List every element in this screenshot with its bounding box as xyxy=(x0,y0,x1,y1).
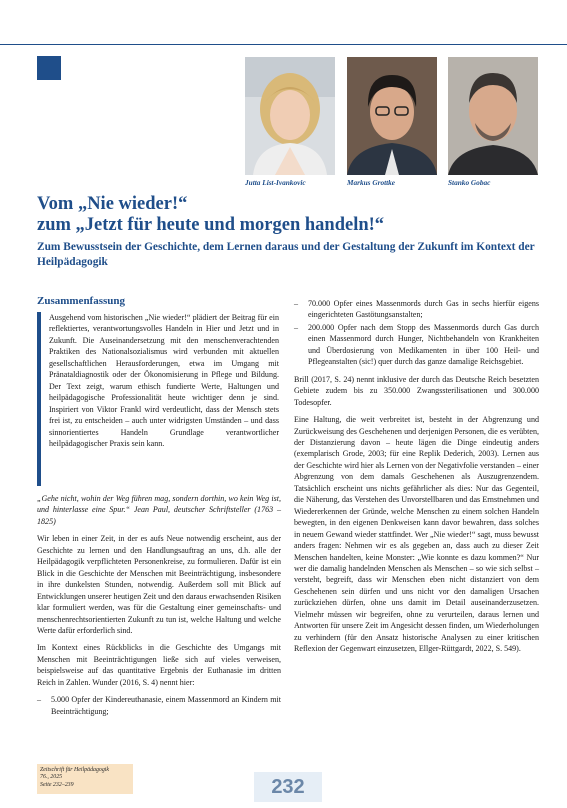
author-photo-gobac xyxy=(448,57,538,175)
author-caption: Markus Grottke xyxy=(347,178,396,187)
author-caption: Jutta List-Ivankovic xyxy=(245,178,306,187)
summary-text: Ausgehend vom historischen „Nie wieder!“ plädiert der Beitrag für ein reflektiertes, verantwortungsvolles Handeln in Hier und Jetzt und in Zukunft. Die Auseinandersetzung mit den menschenverachtenden Praktiken des Nationalsozialismus wird verbunden mit aktuellen gesellschaftlichen Herausforderungen, etwa im Umgang mit Pränataldiagnostik oder der Ökonomisierung in Pflege und Bildung. Der Text zeigt, warum ethisch fundierte Werte, Haltungen und heilpädagogische Professionalität heute wichtiger denn je sind. Inspiriert von Viktor Frankl wird verdeutlicht, dass der Mensch stets frei ist, zu entscheiden – auch unter widrigsten Umständen – und dass sinnorientiertes Handeln Grundlage verantwortlicher heilpädagogischer Praxis sein kann. xyxy=(49,313,279,448)
list-item: – 5.000 Opfer der Kindereuthanasie, einem Massenmord an Kindern mit Beeinträchtigung; xyxy=(37,694,281,717)
summary-heading: Zusammenfassung xyxy=(37,295,126,307)
page-number: 232 xyxy=(271,776,305,798)
title-line: zum „Jetzt für heute und morgen handeln!“ xyxy=(37,215,385,235)
header-rule xyxy=(0,44,567,45)
author-caption: Stanko Gobac xyxy=(448,178,491,187)
page-number-box xyxy=(254,772,322,802)
journal-volume: 76., 2025 xyxy=(40,774,63,781)
body-paragraph: Wir leben in einer Zeit, in der es aufs Neue notwendig erscheint, aus der Geschichte zu lernen und den Handlungsauftrag an uns, d.h. alle der Heilpädagogik verpflichteten Personenkreise, zu formulieren. Dafür ist ein Blick in die Geschichte der Menschen mit Beeinträchtigung, insbesondere in ihre dunkelsten Stunden, notwendig. Außerdem soll mit Blick auf Entwicklungen unserer heutigen Zeit und den daraus erwachsenden Risiken klar formuliert werden, was für die Gestaltung einer gemeinschafts- und menschenrechtsorientierten Zukunft zu tun ist, welche Haltung und welche Werte dafür erforderlich sind. xyxy=(37,534,282,635)
body-paragraph: Brill (2017, S. 24) nennt inklusive der durch das Deutsche Reich besetzten Gebiete zudem bis zu 350.000 Zwangssterilisationen und 300.000 Todesopfer. xyxy=(294,374,539,407)
summary-bar xyxy=(37,312,41,486)
list-item: – 70.000 Opfer eines Massenmords durch Gas in sechs hierfür eigens eingerichteten Gastötungsanstalten; xyxy=(294,298,539,321)
article-subtitle: Zum Bewusstsein der Geschichte, dem Lernen daraus und der Gestaltung der Zukunft im Kontext der Heilpädagogik xyxy=(37,241,535,268)
body-paragraph: Eine Haltung, die weit verbreitet ist, besteht in der Abgrenzung und Zurückweisung des Geschehenen und derjenigen Personen, die es verübten, der Distanzierung davon – heute lägen die Dinge eindeutig anders (exemplarisch Grode, 2003; für eine Replik Dederich, 2003). Lernen aus der Geschichte wird hier als Lernen von der Negativfolie verstanden – einer Abgrenzung von dem damals Geschehenen als Auszugrenzendem. Tatsächlich erscheint uns nichts gefährlicher als dies: Nur das Gegenteil, die Näherung, das Verstehen des Unvorstellbaren und das Ernstnehmen und Wiedererkennen der Gründe, welche Menschen zu einem solchen Handeln bewegten, in den eigenen Denkweisen kann davor bewahren, dass solches in neuem Gewand wieder stattfindet. Wer „Nie wieder!“ sagt, muss bewusst anders fragen: Nehmen wir es als gegeben an, dass auch zu dieser Zeit Menschen handelten, keine Monster: „Wie konnte es dazu kommen?“ Nur wer die damalig handelnden Menschen als Menschen – so wie sich selbst – versteht, begreift, dass wir Menschen eben nicht distanziert von dem Geschehenen sein dürfen und uns nicht vor den damaligen Ursachen zurückziehen dürfen, ohne uns damit im Detail auseinanderzusetzen. Vielmehr müssen wir begreifen, ohne zu verurteilen, daraus lernen und Antworten für unsere Zeit im Angesicht dessen finden, um Wiederholungen zu verhindern (für den Ansatz historische Analysen zu einer kritischen Reflexion der Gegenwart einzusetzen, Ellger-Rüttgardt, 2022, S. 549). xyxy=(294,415,539,654)
list-item: – 200.000 Opfer nach dem Stopp des Massenmords durch Gas durch einen Massenmord durch Hunger, Nichtbehandeln von Krankheiten und Überdosierung von Medikamenten in über 100 Heil- und Pflegeanstalten (sic!) quer durch das ganze damalige Reichsgebiet. xyxy=(294,322,539,368)
author-photo-list-ivankovic xyxy=(245,57,335,175)
left-column xyxy=(37,493,281,723)
victim-list xyxy=(37,694,281,717)
journal-pages: Seite 232–239 xyxy=(40,781,74,788)
author-photo-grottke xyxy=(347,57,437,175)
right-column xyxy=(294,298,539,661)
epigraph-quote: „Gehe nicht, wohin der Weg führen mag, sondern dorthin, wo kein Weg ist, und hinterlasse eine Spur.“ Jean Paul, deutscher Schriftsteller (1763 – 1825) xyxy=(37,494,281,526)
section-marker xyxy=(37,56,61,80)
article-title xyxy=(37,194,547,236)
journal-name: Zeitschrift für Heilpädagogik xyxy=(40,767,110,773)
body-paragraph: Im Kontext eines Rückblicks in die Geschichte des Umgangs mit Menschen mit Beeinträchtigungen ließe sich auf vieles verweisen, beispielsweise auf das quantitative Ergebnis der Euthanasie im dritten Reich in Zahlen. Wunder (2016, S. 4) nennt hier: xyxy=(37,643,281,687)
title-line: Vom „Nie wieder!“ xyxy=(37,194,188,214)
victim-list-continued xyxy=(294,298,539,368)
journal-reference xyxy=(37,764,133,794)
